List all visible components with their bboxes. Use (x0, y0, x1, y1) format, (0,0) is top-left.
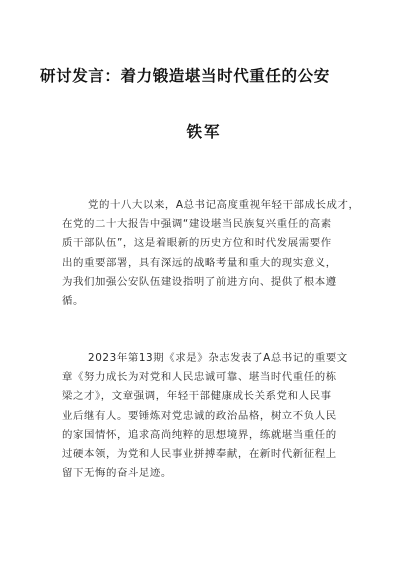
paragraph-line: 业后继有人。要锤炼对党忠诚的政治品格，树立不负人民 (62, 409, 337, 422)
paragraph-line: 出的重要部署，具有深远的战略考量和重大的现实意义， (62, 256, 337, 269)
paragraph-line: 梁之才》，文章强调，年轻干部健康成长关系党和人民事 (62, 390, 332, 403)
paragraph-line: 过硬本领，为党和人民事业拼搏奉献，在新时代新征程上 (62, 448, 337, 461)
paragraph-line: 为我们加强公安队伍建设指明了前进方向、提供了根本遵 (62, 275, 337, 288)
paragraph-line: 质干部队伍”，这是着眼新的历史方位和时代发展需要作 (62, 237, 332, 250)
paragraph-line: 章《努力成长为对党和人民忠诚可靠、堪当时代重任的栋 (62, 371, 337, 384)
paragraph-line: 循。 (62, 295, 84, 308)
paragraph-line: 的家国情怀，追求高尚纯粹的思想境界，练就堪当重任的 (62, 428, 337, 441)
document-author: 铁军 (186, 123, 222, 141)
document-title: 研讨发言：着力锻造堪当时代重任的公安 (40, 67, 330, 85)
paragraph-line: 2023年第13期《求是》杂志发表了A总书记的重要文 (88, 352, 348, 364)
paragraph-line: 在党的二十大报告中强调“建设堪当民族复兴重任的高素 (62, 218, 332, 231)
paragraph-line: 留下无悔的奋斗足迹。 (62, 467, 172, 480)
paragraph-2 (62, 349, 362, 483)
paragraph-line: 党的十八大以来，A总书记高度重视年轻干部成长成才， (88, 199, 360, 211)
paragraph-1 (62, 196, 362, 311)
